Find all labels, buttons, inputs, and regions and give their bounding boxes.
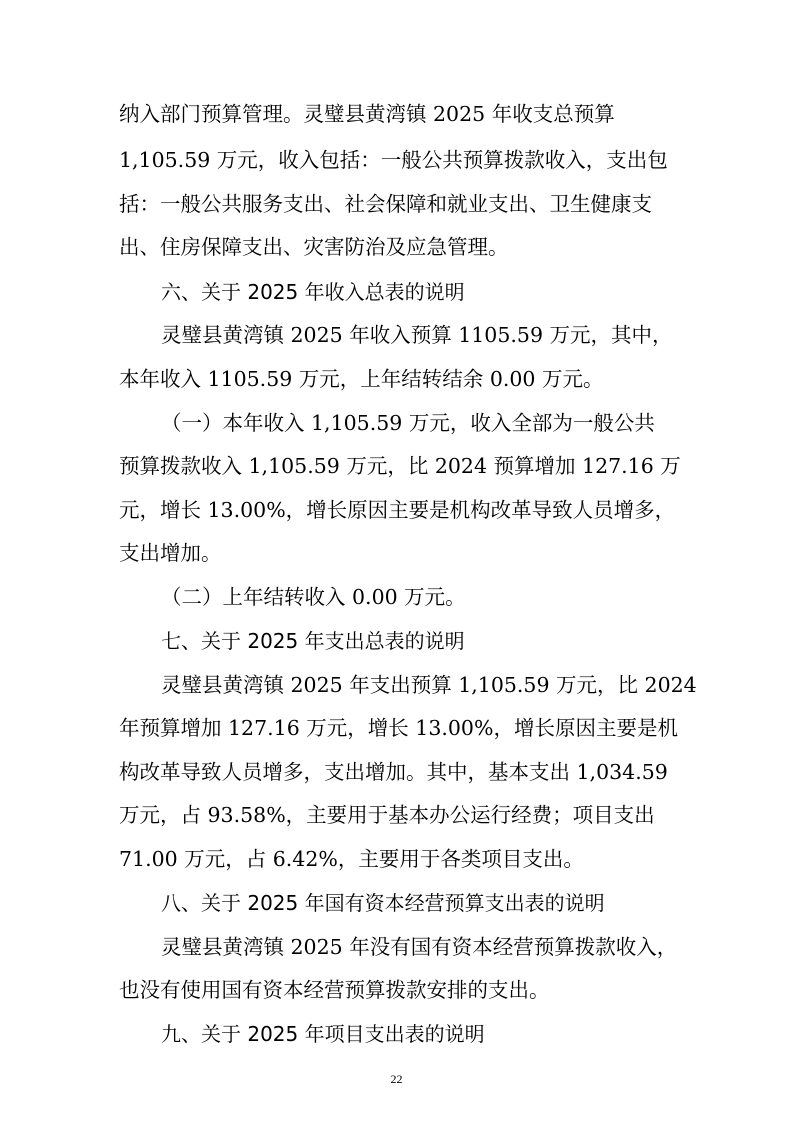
section-heading-6: 六、关于 2025 年收入总表的说明: [161, 280, 465, 304]
body-text-line: 年预算增加 127.16 万元，增长 13.00%，增长原因主要是机: [119, 716, 678, 740]
body-text-line: 也没有使用国有资本经营预算拨款安排的支出。: [119, 978, 550, 1002]
body-text-line: 71.00 万元，占 6.42%，主要用于各类项目支出。: [119, 847, 584, 871]
page-number: 22: [390, 1072, 403, 1086]
body-text-line: （二）上年结转收入 0.00 万元。: [161, 585, 466, 609]
body-text-line: 预算拨款收入 1,105.59 万元，比 2024 预算增加 127.16 万: [119, 454, 681, 478]
body-text-line: 万元，占 93.58%，主要用于基本办公运行经费；项目支出: [119, 803, 655, 827]
body-text-line: 构改革导致人员增多，支出增加。其中，基本支出 1,034.59: [119, 760, 668, 784]
section-heading-8: 八、关于 2025 年国有资本经营预算支出表的说明: [161, 891, 605, 915]
body-text-line: 出、住房保障支出、灾害防治及应急管理。: [119, 235, 509, 259]
section-heading-7: 七、关于 2025 年支出总表的说明: [161, 629, 465, 653]
body-text-line: （一）本年收入 1,105.59 万元，收入全部为一般公共: [161, 411, 655, 435]
body-text-line: 灵璧县黄湾镇 2025 年支出预算 1,105.59 万元，比 2024: [161, 673, 697, 697]
body-text-line: 括：一般公共服务支出、社会保障和就业支出、卫生健康支: [119, 192, 652, 216]
body-text-line: 纳入部门预算管理。灵璧县黄湾镇 2025 年收支总预算: [119, 102, 615, 126]
body-text-line: 元，增长 13.00%，增长原因主要是机构改革导致人员增多，: [119, 498, 676, 522]
body-text-line: 本年收入 1105.59 万元，上年结转结余 0.00 万元。: [119, 367, 604, 391]
body-text-line: 支出增加。: [119, 541, 222, 565]
body-text-line: 灵璧县黄湾镇 2025 年没有国有资本经营预算拨款收入，: [161, 935, 678, 959]
section-heading-9: 九、关于 2025 年项目支出表的说明: [161, 1022, 485, 1046]
body-text-line: 灵璧县黄湾镇 2025 年收入预算 1105.59 万元，其中，: [161, 323, 673, 347]
body-text-line: 1,105.59 万元，收入包括：一般公共预算拨款收入，支出包: [119, 148, 668, 172]
